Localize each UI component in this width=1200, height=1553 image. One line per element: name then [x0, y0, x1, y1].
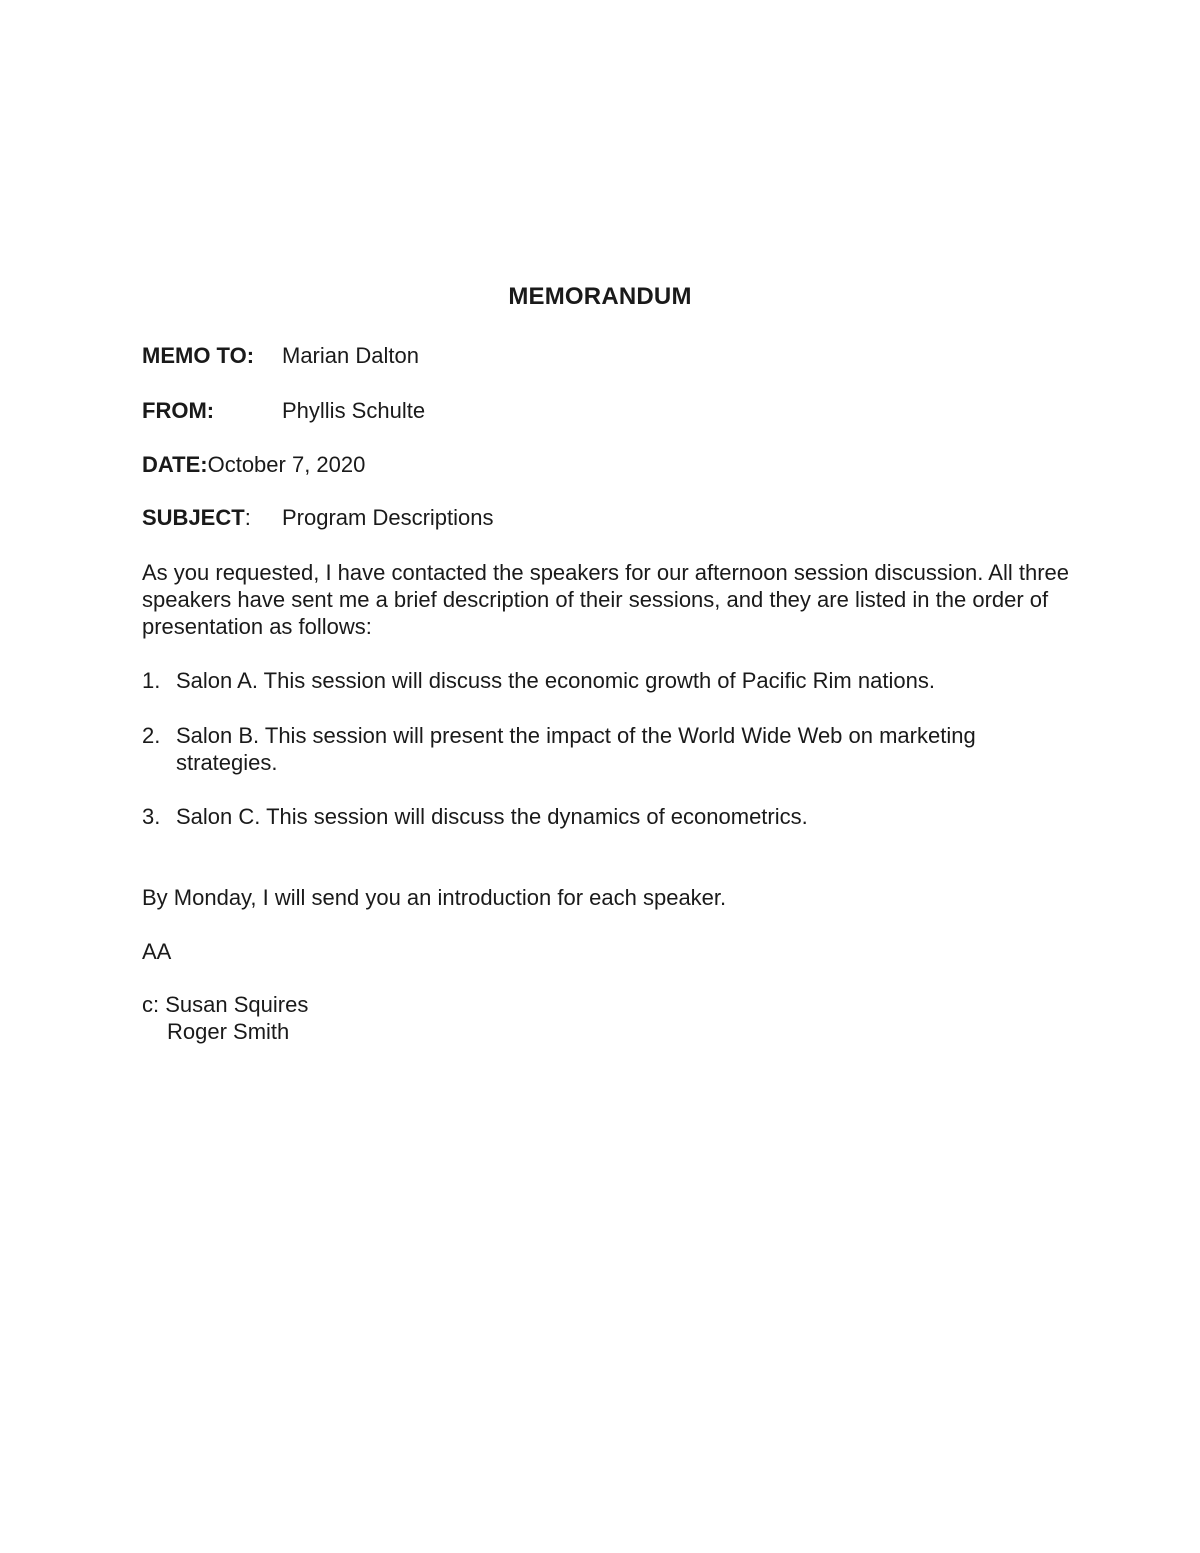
list-item — [142, 722, 1072, 776]
memo-to-row — [142, 342, 419, 369]
list-item-number: 2. — [142, 723, 161, 748]
list-item-text: Salon A. This session will discuss the economic growth of Pacific Rim nations. — [176, 668, 935, 693]
memo-cc-name-2: Roger Smith — [167, 1019, 290, 1044]
memo-cc-row — [142, 991, 308, 1018]
list-item-number: 1. — [142, 668, 161, 693]
memo-subject-row — [142, 504, 494, 531]
memo-date-value: October 7, 2020 — [207, 452, 366, 477]
list-item-text: Salon C. This session will discuss the dynamics of econometrics. — [176, 804, 808, 829]
memo-subject-colon: : — [244, 505, 251, 530]
memo-date-label: DATE: — [142, 452, 208, 477]
memo-from-label: FROM: — [142, 398, 215, 423]
memo-to-label: MEMO TO: — [142, 343, 255, 368]
memo-from-value: Phyllis Schulte — [282, 398, 426, 423]
list-item — [142, 803, 1072, 830]
memo-subject-label: SUBJECT — [142, 505, 245, 530]
memo-title: MEMORANDUM — [508, 283, 692, 310]
memo-closing: By Monday, I will send you an introduction for each speaker. — [142, 885, 727, 910]
list-item-text: Salon B. This session will present the impact of the World Wide Web on marketing strategies. — [176, 723, 976, 775]
memo-cc-name: Susan Squires — [165, 992, 309, 1017]
memo-subject-value: Program Descriptions — [282, 505, 494, 530]
memo-from-row — [142, 397, 426, 424]
memo-date-row — [142, 451, 365, 478]
memo-to-value: Marian Dalton — [282, 343, 419, 368]
list-item-number: 3. — [142, 804, 161, 829]
memo-cc-label: c: — [142, 992, 160, 1017]
list-item — [142, 667, 1072, 694]
memo-initials: AA — [142, 939, 172, 964]
memo-intro-paragraph: As you requested, I have contacted the speakers for our afternoon session discussion. All three speakers have sent me a brief description of their sessions, and they are listed in the order of presentation as follows: — [142, 560, 1069, 639]
